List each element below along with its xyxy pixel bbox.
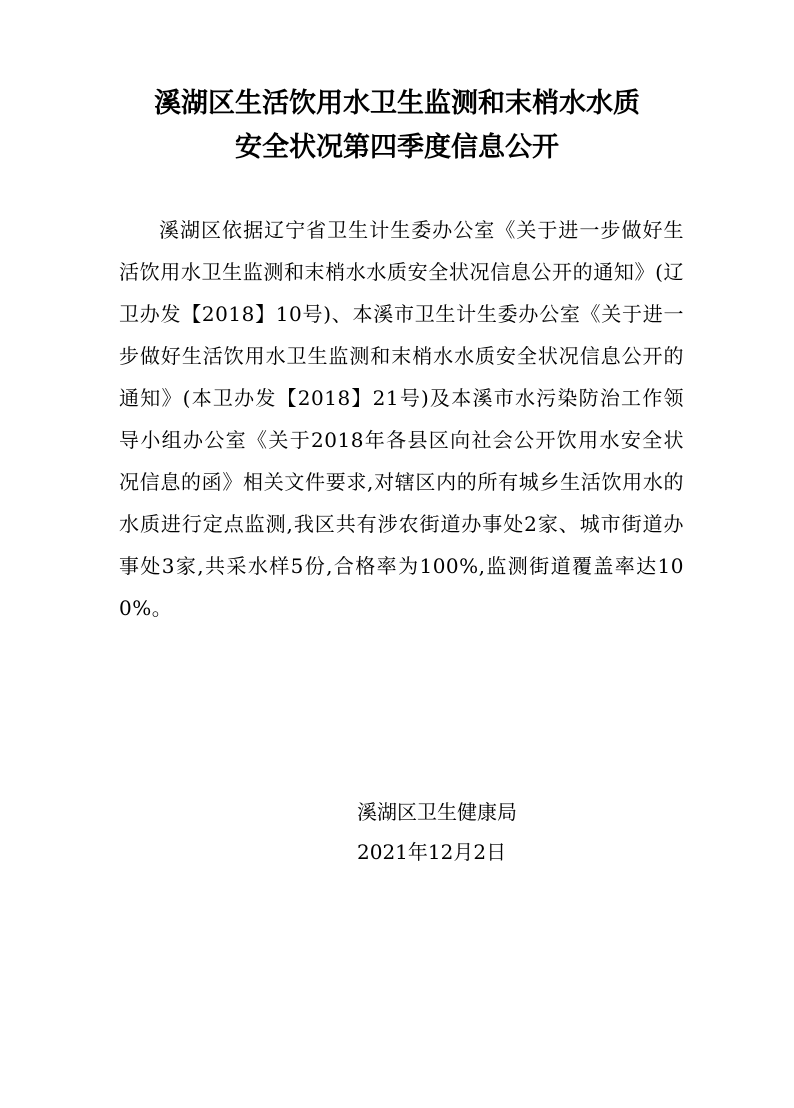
issue-date: 2021年12月2日 <box>357 840 507 864</box>
title-line-2: 安全状况第四季度信息公开 <box>235 132 559 163</box>
title-line-1: 溪湖区生活饮用水卫生监测和末梢水水质 <box>154 88 640 119</box>
signature-block <box>357 792 677 872</box>
body-paragraph: 溪湖区依据辽宁省卫生计生委办公室《关于进一步做好生活饮用水卫生监测和末梢水水质安全状况信息公开的通知》(辽卫办发【2018】10号)、本溪市卫生计生委办公室《关于进一步做好生活饮用水卫生监测和末梢水水质安全状况信息公开的通知》(本卫办发【2018】21号)及本溪市水污染防治工作领导小组办公室《关于2018年各县区向社会公开饮用水安全状况信息的函》相关文件要求,对辖区内的所有城乡生活饮用水的水质进行定点监测,我区共有涉农街道办事处2家、城市街道办事处3家,共采水样5份,合格率为100%,监测街道覆盖率达100%。 <box>119 218 684 620</box>
issuer-name: 溪湖区卫生健康局 <box>357 800 517 824</box>
page-title <box>80 82 714 170</box>
